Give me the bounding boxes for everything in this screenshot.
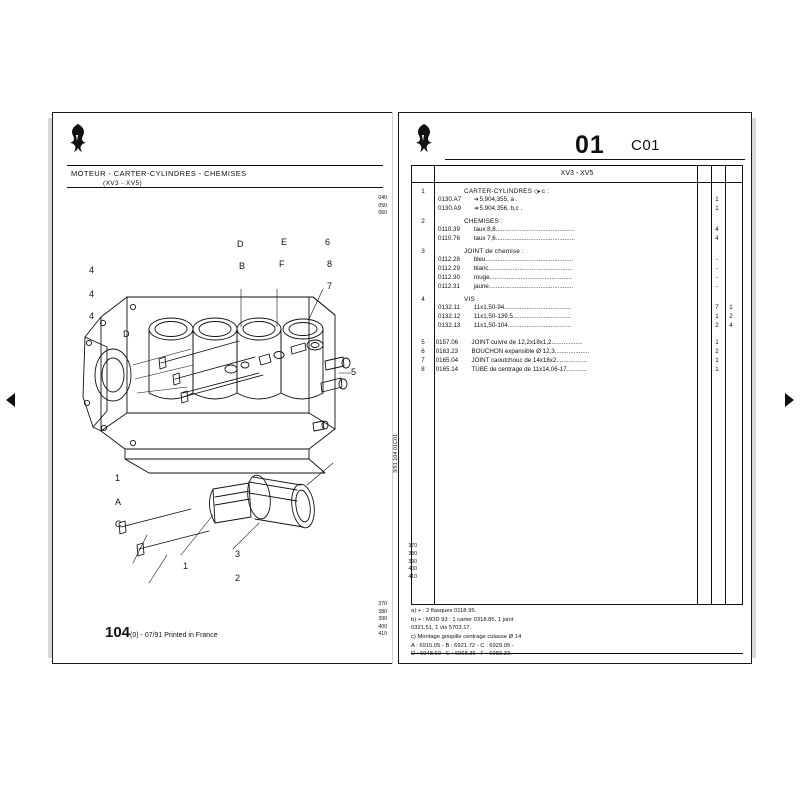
right-header-rule xyxy=(445,159,745,160)
part-qty-1: 2 xyxy=(715,322,719,329)
footnote-line: a) + : 2 flasques 0118.95. xyxy=(411,608,477,614)
part-qty-1: 7 xyxy=(715,304,719,311)
part-desc: blanc................................................. xyxy=(473,265,573,272)
footnotes-rule xyxy=(411,653,743,654)
variant-header: XV3 - XV5 xyxy=(560,170,594,177)
part-group xyxy=(412,296,742,330)
part-qty-1: - xyxy=(715,283,719,290)
left-header-variants: (XV3 - XV5) xyxy=(103,180,143,187)
margin-number: 390 xyxy=(408,558,417,565)
part-ref: 0110.39 xyxy=(438,226,460,233)
svg-text:C: C xyxy=(115,519,122,529)
margin-number: 040 xyxy=(378,195,387,201)
part-desc: taux 8,8.............................................. xyxy=(473,226,575,233)
part-ref: 0132.11 xyxy=(438,304,460,311)
page-edge-right xyxy=(752,118,756,658)
part-ref: 0112.31 xyxy=(438,283,460,290)
part-ref: 0163.23 xyxy=(435,348,459,355)
part-qty-1: 2 xyxy=(715,348,719,355)
part-ref: 0110.76 xyxy=(438,235,460,242)
part-ref: 0165.04 xyxy=(435,357,459,364)
diamond-arrow-icon: ◇▸ xyxy=(534,189,540,195)
parts-table xyxy=(411,165,743,605)
svg-text:4: 4 xyxy=(89,311,95,321)
right-arrow-icon: ➔ xyxy=(473,197,478,203)
part-ref: 0132.13 xyxy=(438,322,461,329)
part-ref: 0130.A9 xyxy=(438,205,462,212)
part-desc: JOINT caoutchouc de 14x18x2.................. xyxy=(471,357,588,364)
footer-print-info: - 07/91 Printed in France xyxy=(140,632,218,639)
part-ref: 0165.14 xyxy=(435,366,459,373)
part-qty-1: 1 xyxy=(715,205,719,212)
part-qty-2: 2 xyxy=(729,313,733,320)
group-number: 1 xyxy=(421,188,425,195)
left-margin-numbers-top xyxy=(363,195,387,218)
part-desc: 5.904,356, b,c . xyxy=(479,205,523,212)
svg-text:A: A xyxy=(115,497,122,507)
table-row xyxy=(438,321,742,330)
left-page-header xyxy=(71,169,247,187)
part-desc: BOUCHON expansible Ø 12,3.................... xyxy=(471,348,590,355)
part-ref: 0112.29 xyxy=(438,265,460,272)
footnote-line: 0321.51, 1 vis 5703.17. xyxy=(411,625,472,632)
group-title xyxy=(464,188,742,195)
svg-text:1: 1 xyxy=(115,473,121,483)
peugeot-lion-icon xyxy=(65,123,91,157)
part-desc: 11x1,50-139,5.................................. xyxy=(473,313,572,320)
group-number: 3 xyxy=(421,248,425,255)
part-desc: 11x1,50-94....................................... xyxy=(473,304,572,311)
parts-table-body xyxy=(412,183,742,604)
part-desc: jaune................................................. xyxy=(473,283,574,290)
table-row xyxy=(438,234,742,243)
part-desc: 5.904,355, a . xyxy=(479,196,518,203)
part-desc: JOINT cuivre de 12,2x18x1,2.................. xyxy=(471,339,583,346)
group-title: CHEMISES : xyxy=(464,218,503,225)
engine-block-exploded-drawing xyxy=(63,197,363,617)
footnote-line: D : 6948.60 - E : 6968.36 - F : 6983.33. xyxy=(411,651,512,658)
group-title: VIS : xyxy=(464,296,479,303)
part-qty-1: - xyxy=(715,265,719,272)
svg-text:7: 7 xyxy=(327,281,333,291)
table-row xyxy=(412,338,742,347)
left-triangle-icon[interactable] xyxy=(6,393,15,407)
part-qty-1: - xyxy=(715,274,719,281)
left-page-footer xyxy=(105,624,218,641)
left-header-title: MOTEUR - xyxy=(71,169,112,178)
table-row xyxy=(438,195,742,204)
part-qty-1: 1 xyxy=(715,357,719,364)
svg-text:B: B xyxy=(239,261,246,271)
svg-text:5: 5 xyxy=(351,367,357,377)
table-row xyxy=(438,312,742,321)
margin-number: 400 xyxy=(378,623,387,630)
page-number-suffix: (0) xyxy=(130,632,139,639)
right-page xyxy=(393,112,752,664)
group-number: 2 xyxy=(421,218,425,225)
left-page xyxy=(52,112,396,664)
left-header-rule-top xyxy=(67,165,383,166)
part-qty-1: 4 xyxy=(715,226,719,233)
svg-text:F: F xyxy=(279,259,285,269)
table-row xyxy=(438,225,742,234)
left-margin-numbers-bottom xyxy=(363,601,387,639)
margin-number: 380 xyxy=(378,608,387,615)
table-row xyxy=(438,264,742,273)
part-qty-1: 1 xyxy=(715,196,719,203)
margin-number: 400 xyxy=(408,566,417,573)
part-ref: 0157.06 xyxy=(435,339,459,346)
group-number: 5 xyxy=(421,339,425,346)
part-group-single xyxy=(412,338,742,374)
page-number: 104 xyxy=(105,624,131,641)
margin-number: 410 xyxy=(378,631,387,638)
table-row xyxy=(412,347,742,356)
group-title: JOINT de chemise : xyxy=(464,248,524,255)
right-triangle-icon[interactable] xyxy=(785,393,794,407)
part-group xyxy=(412,218,742,243)
part-qty-1: 1 xyxy=(715,339,719,346)
part-qty-1: 1 xyxy=(715,366,719,373)
part-ref: 0132.12 xyxy=(438,313,461,320)
part-desc: 11x1,50-104..................................... xyxy=(473,322,572,329)
margin-number: 370 xyxy=(378,601,387,608)
part-qty-1: - xyxy=(715,256,719,263)
plate-code: C01 xyxy=(631,137,661,154)
svg-text:D: D xyxy=(123,329,130,339)
svg-text:E: E xyxy=(281,237,288,247)
svg-text:6: 6 xyxy=(325,237,331,247)
footnote-line: c) Montage goupille centrage culasse Ø 14 xyxy=(411,634,522,641)
part-desc: taux 7,6.............................................. xyxy=(473,235,575,242)
table-row xyxy=(438,303,742,312)
footnotes xyxy=(411,607,743,658)
part-qty-1: 1 xyxy=(715,313,719,320)
left-header-subject: CARTER-CYLINDRES - CHEMISES xyxy=(113,169,247,178)
peugeot-lion-icon xyxy=(411,123,437,157)
table-row xyxy=(412,365,742,374)
group-number: 8 xyxy=(421,366,425,373)
right-margin-numbers xyxy=(401,543,417,582)
part-desc: bleu................................................... xyxy=(473,256,574,263)
margin-number: 410 xyxy=(408,574,417,581)
part-ref: 0112.30 xyxy=(438,274,460,281)
footnote-line: A : 6915.05 - B : 6921.72 - C : 6929.05 - xyxy=(411,642,514,649)
svg-text:1: 1 xyxy=(183,561,189,571)
group-title-text: CARTER-CYLINDRES xyxy=(464,188,533,195)
part-ref: 0112.28 xyxy=(438,256,460,263)
svg-text:3: 3 xyxy=(235,549,241,559)
group-number: 7 xyxy=(421,357,425,364)
svg-text:2: 2 xyxy=(235,573,241,583)
table-row xyxy=(438,255,742,264)
footnote-line: b) + : MOD 93 : 1 carter 0318.85, 1 joint xyxy=(411,616,514,623)
side-reference-text: 3/91 104 01C01 xyxy=(393,433,399,473)
part-desc: TUBE de centrage de 11x14,06-17............ xyxy=(471,366,588,373)
part-desc: rouge................................................ xyxy=(473,274,573,281)
part-group xyxy=(412,188,742,213)
part-group xyxy=(412,248,742,291)
table-row xyxy=(438,282,742,291)
margin-number: 050 xyxy=(378,202,387,209)
table-row xyxy=(438,204,742,213)
part-qty-2: 1 xyxy=(729,304,733,311)
left-header-rule-bottom xyxy=(67,187,383,188)
part-qty-2: 4 xyxy=(729,322,733,329)
table-row xyxy=(412,356,742,365)
part-qty-1: 4 xyxy=(715,235,719,242)
part-ref: 0130.A7 xyxy=(438,196,462,203)
group-number: 6 xyxy=(421,348,425,355)
margin-number: 390 xyxy=(378,616,387,623)
svg-text:D: D xyxy=(237,239,244,249)
margin-number: 380 xyxy=(408,550,417,557)
svg-text:4: 4 xyxy=(89,289,95,299)
group-number: 4 xyxy=(421,296,425,303)
table-row xyxy=(438,273,742,282)
book-spread xyxy=(52,112,752,664)
plate-number: 01 xyxy=(575,131,605,159)
group-title-suffix: c : xyxy=(541,188,550,195)
margin-number: 370 xyxy=(408,543,417,549)
svg-text:8: 8 xyxy=(327,259,333,269)
margin-number: 060 xyxy=(378,210,387,217)
right-arrow-icon: ➔ xyxy=(473,206,478,212)
svg-text:4: 4 xyxy=(89,265,95,275)
